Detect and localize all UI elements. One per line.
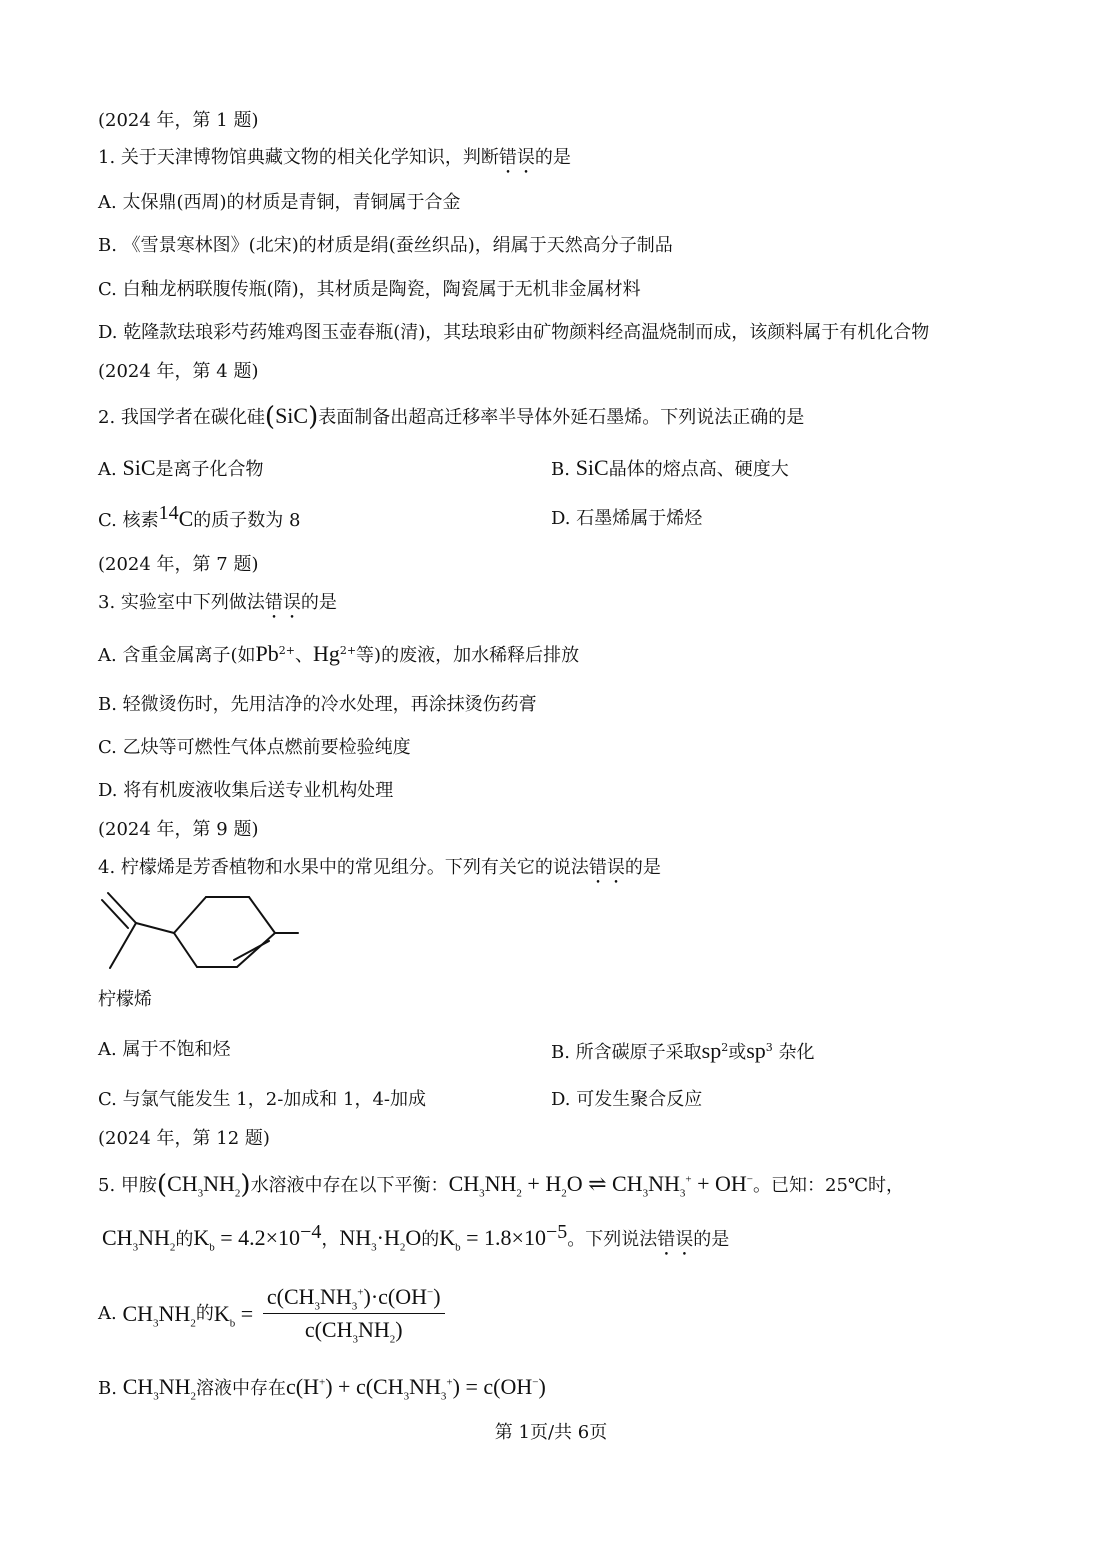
q4-option-d: D. 可发生聚合反应 (551, 1089, 703, 1110)
q5-source: (2024 年，第 12 题) (98, 1128, 270, 1149)
q5-option-b: B. $CH_3NH_2$溶液中存在$c(H^+) + c(CH_3NH_3^+) = c(OH^-)$ (98, 1374, 546, 1403)
limonene-structure-figure (98, 890, 302, 978)
q3-option-d: D. 将有机废液收集后送专业机构处理 (98, 780, 394, 801)
q1-option-c: C. 白釉龙柄联腹传瓶(隋)，其材质是陶瓷，陶瓷属于无机非金属材料 (98, 279, 641, 300)
q3-option-c: C. 乙炔等可燃性气体点燃前要检验纯度 (98, 737, 411, 758)
q5-stem: 5. 甲胺$(CH_3NH_2)$水溶液中存在以下平衡：$CH_3NH_2 + H_2O$ ⇌ $CH_3NH_3^+ + OH^-$。已知：25℃时， (98, 1170, 905, 1200)
q2-option-b: B. SiC晶体的熔点高、硬度大 (551, 455, 789, 480)
q2-option-a: A. SiC是离子化合物 (98, 455, 264, 480)
q4-option-b: B. 所含碳原子采取$sp^2$或$sp^3$ 杂化 (551, 1038, 815, 1063)
q4-option-a: A. 属于不饱和烃 (98, 1039, 231, 1060)
q1-option-a: A. 太保鼎(西周)的材质是青铜，青铜属于合金 (98, 192, 461, 213)
q2-option-c: C. 核素$^{14}$C的质子数为 8 (98, 502, 301, 531)
q1-source: (2024 年，第 1 题) (98, 110, 259, 131)
kb-fraction: $\frac{c(CH_3NH_3^+)\cdot c(OH^-)}{c(CH_3NH_2)}$ (263, 1284, 445, 1344)
q1-stem: 1. 关于天津博物馆典藏文物的相关化学知识，判断错误的是 (98, 147, 571, 168)
q3-source: (2024 年，第 7 题) (98, 554, 259, 575)
q3-option-b: B. 轻微烫伤时，先用洁净的冷水处理，再涂抹烫伤药膏 (98, 694, 537, 715)
q3-option-a: A. 含重金属离子(如$Pb^{2+}$、$Hg^{2+}$等)的废液，加水稀释后排放 (98, 641, 580, 666)
q4-stem: 4. 柠檬烯是芳香植物和水果中的常见组分。下列有关它的说法错误的是 (98, 857, 661, 878)
q2-stem: 2. 我国学者在碳化硅(SiC)表面制备出超高迁移率半导体外延石墨烯。下列说法正确的是 (98, 402, 805, 432)
q1-option-d: D. 乾隆款珐琅彩芍药雉鸡图玉壶春瓶(清)，其珐琅彩由矿物颜料经高温烧制而成，该颜料属于有机化合物 (98, 322, 930, 343)
q5-option-a: A. $CH_3NH_2$的$K_b$ = $\frac{c(CH_3NH_3^+)\cdot c(OH^-)}{c(CH_3NH_2)}$ (98, 1284, 449, 1344)
q4-source: (2024 年，第 9 题) (98, 819, 259, 840)
q4-option-c: C. 与氯气能发生 1，2-加成和 1，4-加成 (98, 1089, 426, 1110)
page-footer: 第 1页/共 6页 (494, 1422, 608, 1443)
q2-option-d: D. 石墨烯属于烯烃 (551, 508, 703, 529)
q3-stem: 3. 实验室中下列做法错误的是 (98, 592, 337, 613)
q1-option-b: B. 《雪景寒林图》(北宋)的材质是绢(蚕丝织品)，绢属于天然高分子制品 (98, 235, 673, 256)
q4-figure-caption: 柠檬烯 (98, 989, 152, 1010)
q5-stem-line2: $CH_3NH_2$的$K_b = 4.2\times 10^{-4}$，$NH_3\cdot H_2O$的$K_b = 1.8\times 10^{-5}$。下列说法错误的是 (102, 1221, 730, 1254)
q2-source: (2024 年，第 4 题) (98, 361, 259, 382)
